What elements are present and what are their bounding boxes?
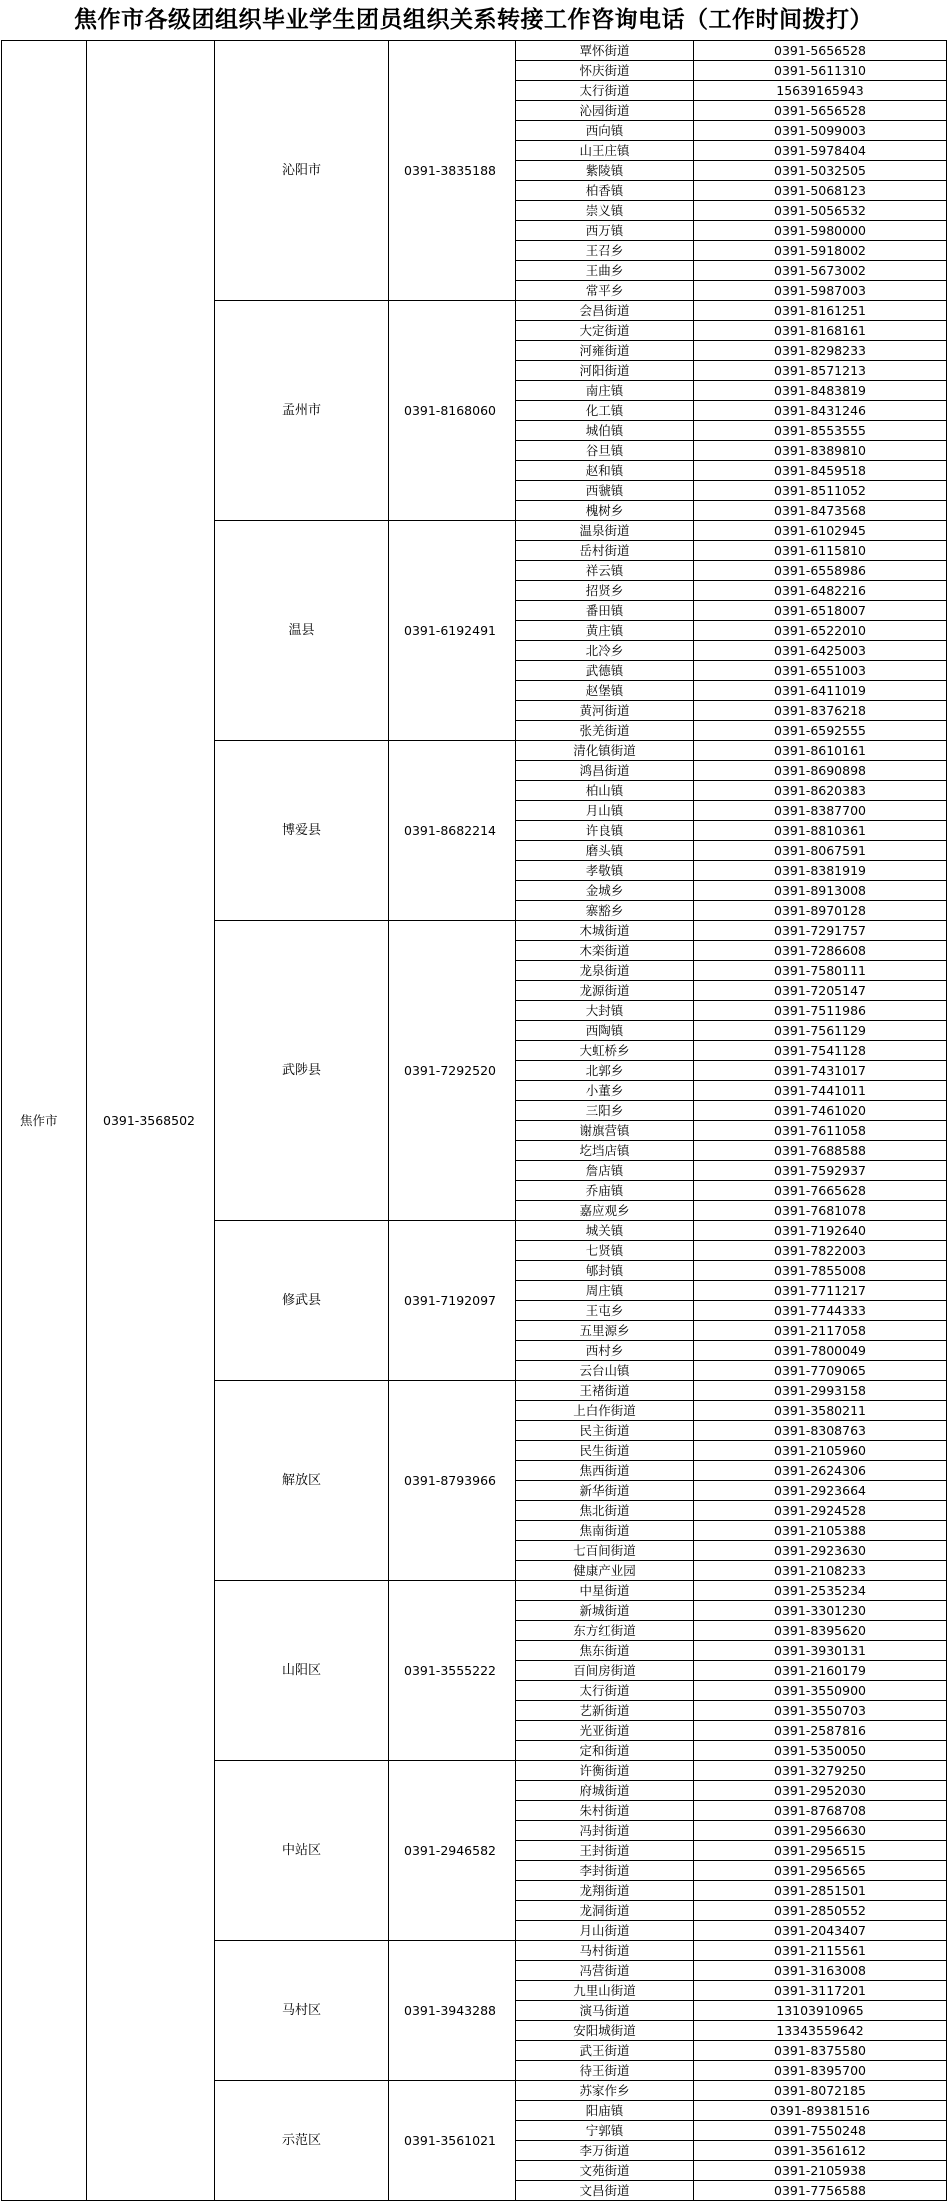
town-name: 马村街道 [516,1941,694,1961]
town-phone: 0391-6115810 [694,541,947,561]
town-phone: 0391-3301230 [694,1601,947,1621]
town-phone: 0391-89381516 [694,2101,947,2121]
district-name: 博爱县 [215,741,389,921]
town-phone: 0391-8395700 [694,2061,947,2081]
town-phone: 0391-7291757 [694,921,947,941]
town-name: 月山镇 [516,801,694,821]
town-phone: 0391-6551003 [694,661,947,681]
town-phone: 0391-5099003 [694,121,947,141]
town-phone: 0391-5673002 [694,261,947,281]
town-name: 黄河街道 [516,701,694,721]
town-name: 九里山街道 [516,1981,694,2001]
town-name: 冯营街道 [516,1961,694,1981]
town-name: 上白作街道 [516,1401,694,1421]
town-phone: 0391-8395620 [694,1621,947,1641]
district-phone: 0391-8682214 [389,741,516,921]
town-name: 谢旗营镇 [516,1121,694,1141]
town-phone: 0391-8571213 [694,361,947,381]
town-name: 民主街道 [516,1421,694,1441]
town-name: 府城街道 [516,1781,694,1801]
town-name: 李封街道 [516,1861,694,1881]
district-name: 温县 [215,521,389,741]
town-name: 东方红街道 [516,1621,694,1641]
town-phone: 15639165943 [694,81,947,101]
town-phone: 0391-2923630 [694,1541,947,1561]
town-phone: 0391-3117201 [694,1981,947,2001]
town-phone: 13343559642 [694,2021,947,2041]
town-phone: 0391-7580111 [694,961,947,981]
district-name: 示范区 [215,2081,389,2201]
town-name: 孝敬镇 [516,861,694,881]
town-phone: 0391-8553555 [694,421,947,441]
town-name: 冯封街道 [516,1821,694,1841]
district-phone: 0391-6192491 [389,521,516,741]
town-phone: 0391-8970128 [694,901,947,921]
town-phone: 0391-2043407 [694,1921,947,1941]
town-phone: 0391-2850552 [694,1901,947,1921]
town-phone: 0391-2587816 [694,1721,947,1741]
district-name: 解放区 [215,1381,389,1581]
town-phone: 0391-6425003 [694,641,947,661]
town-phone: 0391-7461020 [694,1101,947,1121]
town-name: 番田镇 [516,601,694,621]
city-phone: 0391-3568502 [87,41,215,2201]
town-name: 赵堡镇 [516,681,694,701]
town-name: 北冷乡 [516,641,694,661]
town-phone: 0391-7511986 [694,1001,947,1021]
town-name: 乔庙镇 [516,1181,694,1201]
town-name: 新城街道 [516,1601,694,1621]
town-phone: 0391-8387700 [694,801,947,821]
town-phone: 0391-8298233 [694,341,947,361]
town-phone: 0391-8168161 [694,321,947,341]
district-phone: 0391-8168060 [389,301,516,521]
town-phone: 0391-8072185 [694,2081,947,2101]
town-name: 鸿昌街道 [516,761,694,781]
town-phone: 0391-7756588 [694,2181,947,2201]
town-name: 清化镇街道 [516,741,694,761]
town-phone: 0391-2851501 [694,1881,947,1901]
town-name: 健康产业园 [516,1561,694,1581]
town-name: 七贤镇 [516,1241,694,1261]
town-phone: 0391-3930131 [694,1641,947,1661]
town-phone: 0391-3550900 [694,1681,947,1701]
town-phone: 0391-3580211 [694,1401,947,1421]
town-phone: 0391-2117058 [694,1321,947,1341]
page-title: 焦作市各级团组织毕业学生团员组织关系转接工作咨询电话（工作时间拨打） [74,6,873,33]
town-name: 金城乡 [516,881,694,901]
town-phone: 0391-7822003 [694,1241,947,1261]
town-phone: 0391-7441011 [694,1081,947,1101]
town-name: 龙泉街道 [516,961,694,981]
town-phone: 0391-6522010 [694,621,947,641]
town-phone: 0391-7681078 [694,1201,947,1221]
town-name: 光亚街道 [516,1721,694,1741]
town-phone: 0391-2535234 [694,1581,947,1601]
town-name: 武德镇 [516,661,694,681]
town-phone: 0391-5987003 [694,281,947,301]
town-name: 山王庄镇 [516,141,694,161]
town-phone: 0391-5656528 [694,41,947,61]
town-name: 河阳街道 [516,361,694,381]
town-phone: 0391-5656528 [694,101,947,121]
town-name: 西万镇 [516,221,694,241]
town-name: 南庄镇 [516,381,694,401]
town-phone: 0391-2105388 [694,1521,947,1541]
town-phone: 0391-8690898 [694,761,947,781]
town-name: 民生街道 [516,1441,694,1461]
town-name: 紫陵镇 [516,161,694,181]
town-name: 演马街道 [516,2001,694,2021]
city-name: 焦作市 [2,41,87,2201]
town-name: 艺新街道 [516,1701,694,1721]
town-phone: 0391-8768708 [694,1801,947,1821]
town-phone: 0391-8067591 [694,841,947,861]
town-phone: 0391-8308763 [694,1421,947,1441]
town-name: 苏家作乡 [516,2081,694,2101]
town-phone: 0391-2160179 [694,1661,947,1681]
town-name: 定和街道 [516,1741,694,1761]
town-phone: 0391-7541128 [694,1041,947,1061]
town-name: 柏山镇 [516,781,694,801]
town-phone: 0391-5980000 [694,221,947,241]
town-phone: 0391-3561612 [694,2141,947,2161]
town-name: 许衡街道 [516,1761,694,1781]
town-name: 沁园街道 [516,101,694,121]
town-name: 怀庆街道 [516,61,694,81]
town-name: 西虢镇 [516,481,694,501]
town-name: 温泉街道 [516,521,694,541]
town-phone: 0391-5068123 [694,181,947,201]
district-name: 武陟县 [215,921,389,1221]
town-phone: 13103910965 [694,2001,947,2021]
town-name: 王褚街道 [516,1381,694,1401]
town-phone: 0391-2105938 [694,2161,947,2181]
town-phone: 0391-7800049 [694,1341,947,1361]
town-name: 王屯乡 [516,1301,694,1321]
town-name: 三阳乡 [516,1101,694,1121]
town-phone: 0391-7431017 [694,1061,947,1081]
town-phone: 0391-2952030 [694,1781,947,1801]
town-name: 五里源乡 [516,1321,694,1341]
town-name: 岳村街道 [516,541,694,561]
contact-table-body [2,41,947,2201]
town-name: 河雍街道 [516,341,694,361]
town-phone: 0391-7711217 [694,1281,947,1301]
town-name: 西村乡 [516,1341,694,1361]
district-phone: 0391-3943288 [389,1941,516,2081]
town-name: 云台山镇 [516,1361,694,1381]
town-phone: 0391-8375580 [694,2041,947,2061]
town-phone: 0391-2923664 [694,1481,947,1501]
town-name: 百间房街道 [516,1661,694,1681]
district-phone: 0391-3555222 [389,1581,516,1761]
town-name: 木城街道 [516,921,694,941]
town-phone: 0391-5350050 [694,1741,947,1761]
town-phone: 0391-7550248 [694,2121,947,2141]
district-name: 中站区 [215,1761,389,1941]
town-phone: 0391-2924528 [694,1501,947,1521]
town-name: 李万街道 [516,2141,694,2161]
town-phone: 0391-5918002 [694,241,947,261]
town-name: 周庄镇 [516,1281,694,1301]
contact-table [1,40,947,2201]
town-name: 赵和镇 [516,461,694,481]
town-phone: 0391-3279250 [694,1761,947,1781]
town-name: 张羌街道 [516,721,694,741]
town-phone: 0391-8810361 [694,821,947,841]
district-phone: 0391-8793966 [389,1381,516,1581]
town-phone: 0391-7855008 [694,1261,947,1281]
town-name: 王召乡 [516,241,694,261]
town-name: 焦西街道 [516,1461,694,1481]
town-name: 化工镇 [516,401,694,421]
town-name: 黄庄镇 [516,621,694,641]
town-name: 寨豁乡 [516,901,694,921]
district-phone: 0391-3561021 [389,2081,516,2201]
town-name: 太行街道 [516,1681,694,1701]
town-phone: 0391-5978404 [694,141,947,161]
town-phone: 0391-6411019 [694,681,947,701]
town-name: 焦北街道 [516,1501,694,1521]
town-name: 詹店镇 [516,1161,694,1181]
town-name: 北郭乡 [516,1061,694,1081]
town-phone: 0391-8161251 [694,301,947,321]
town-phone: 0391-2105960 [694,1441,947,1461]
town-name: 覃怀街道 [516,41,694,61]
town-phone: 0391-8511052 [694,481,947,501]
district-phone: 0391-7292520 [389,921,516,1221]
town-phone: 0391-5056532 [694,201,947,221]
town-name: 待王街道 [516,2061,694,2081]
district-name: 沁阳市 [215,41,389,301]
town-phone: 0391-7592937 [694,1161,947,1181]
town-phone: 0391-3550703 [694,1701,947,1721]
town-phone: 0391-8483819 [694,381,947,401]
town-name: 宁郭镇 [516,2121,694,2141]
town-name: 焦东街道 [516,1641,694,1661]
town-phone: 0391-7192640 [694,1221,947,1241]
town-name: 城伯镇 [516,421,694,441]
town-phone: 0391-7286608 [694,941,947,961]
town-name: 文苑街道 [516,2161,694,2181]
table-row [2,41,947,61]
town-name: 太行街道 [516,81,694,101]
town-name: 龙翔街道 [516,1881,694,1901]
town-name: 月山街道 [516,1921,694,1941]
town-phone: 0391-6518007 [694,601,947,621]
town-name: 焦南街道 [516,1521,694,1541]
town-name: 大封镇 [516,1001,694,1021]
town-phone: 0391-8620383 [694,781,947,801]
town-phone: 0391-6558986 [694,561,947,581]
town-name: 许良镇 [516,821,694,841]
town-phone: 0391-5611310 [694,61,947,81]
district-phone: 0391-7192097 [389,1221,516,1381]
district-phone: 0391-3835188 [389,41,516,301]
town-phone: 0391-3163008 [694,1961,947,1981]
town-phone: 0391-8389810 [694,441,947,461]
town-name: 大虹桥乡 [516,1041,694,1061]
town-name: 木栾街道 [516,941,694,961]
town-phone: 0391-2624306 [694,1461,947,1481]
district-name: 孟州市 [215,301,389,521]
town-name: 王曲乡 [516,261,694,281]
town-phone: 0391-8381919 [694,861,947,881]
town-name: 王封街道 [516,1841,694,1861]
town-name: 阳庙镇 [516,2101,694,2121]
town-phone: 0391-8610161 [694,741,947,761]
town-phone: 0391-7205147 [694,981,947,1001]
town-phone: 0391-2108233 [694,1561,947,1581]
town-phone: 0391-6482216 [694,581,947,601]
town-phone: 0391-6592555 [694,721,947,741]
town-phone: 0391-8431246 [694,401,947,421]
town-name: 文昌街道 [516,2181,694,2201]
town-name: 安阳城街道 [516,2021,694,2041]
town-name: 柏香镇 [516,181,694,201]
town-name: 圪垱店镇 [516,1141,694,1161]
district-phone: 0391-2946582 [389,1761,516,1941]
town-phone: 0391-2956565 [694,1861,947,1881]
town-name: 七百间街道 [516,1541,694,1561]
town-name: 会昌街道 [516,301,694,321]
district-name: 山阳区 [215,1581,389,1761]
town-name: 城关镇 [516,1221,694,1241]
town-name: 西陶镇 [516,1021,694,1041]
town-name: 崇义镇 [516,201,694,221]
town-phone: 0391-2993158 [694,1381,947,1401]
town-phone: 0391-2956515 [694,1841,947,1861]
town-name: 嘉应观乡 [516,1201,694,1221]
town-name: 祥云镇 [516,561,694,581]
town-phone: 0391-7744333 [694,1301,947,1321]
town-phone: 0391-8473568 [694,501,947,521]
town-name: 龙洞街道 [516,1901,694,1921]
town-name: 郇封镇 [516,1261,694,1281]
town-phone: 0391-7561129 [694,1021,947,1041]
town-name: 西向镇 [516,121,694,141]
town-phone: 0391-7688588 [694,1141,947,1161]
town-phone: 0391-2956630 [694,1821,947,1841]
town-name: 招贤乡 [516,581,694,601]
district-name: 修武县 [215,1221,389,1381]
town-name: 中星街道 [516,1581,694,1601]
town-phone: 0391-7709065 [694,1361,947,1381]
town-name: 槐树乡 [516,501,694,521]
town-name: 大定街道 [516,321,694,341]
town-phone: 0391-6102945 [694,521,947,541]
town-phone: 0391-8913008 [694,881,947,901]
town-phone: 0391-7665628 [694,1181,947,1201]
town-name: 谷旦镇 [516,441,694,461]
district-name: 马村区 [215,1941,389,2081]
town-name: 小董乡 [516,1081,694,1101]
town-phone: 0391-7611058 [694,1121,947,1141]
town-phone: 0391-8376218 [694,701,947,721]
town-name: 龙源街道 [516,981,694,1001]
town-name: 常平乡 [516,281,694,301]
town-name: 新华街道 [516,1481,694,1501]
town-name: 朱村街道 [516,1801,694,1821]
town-name: 磨头镇 [516,841,694,861]
town-phone: 0391-8459518 [694,461,947,481]
town-phone: 0391-5032505 [694,161,947,181]
town-name: 武王街道 [516,2041,694,2061]
town-phone: 0391-2115561 [694,1941,947,1961]
